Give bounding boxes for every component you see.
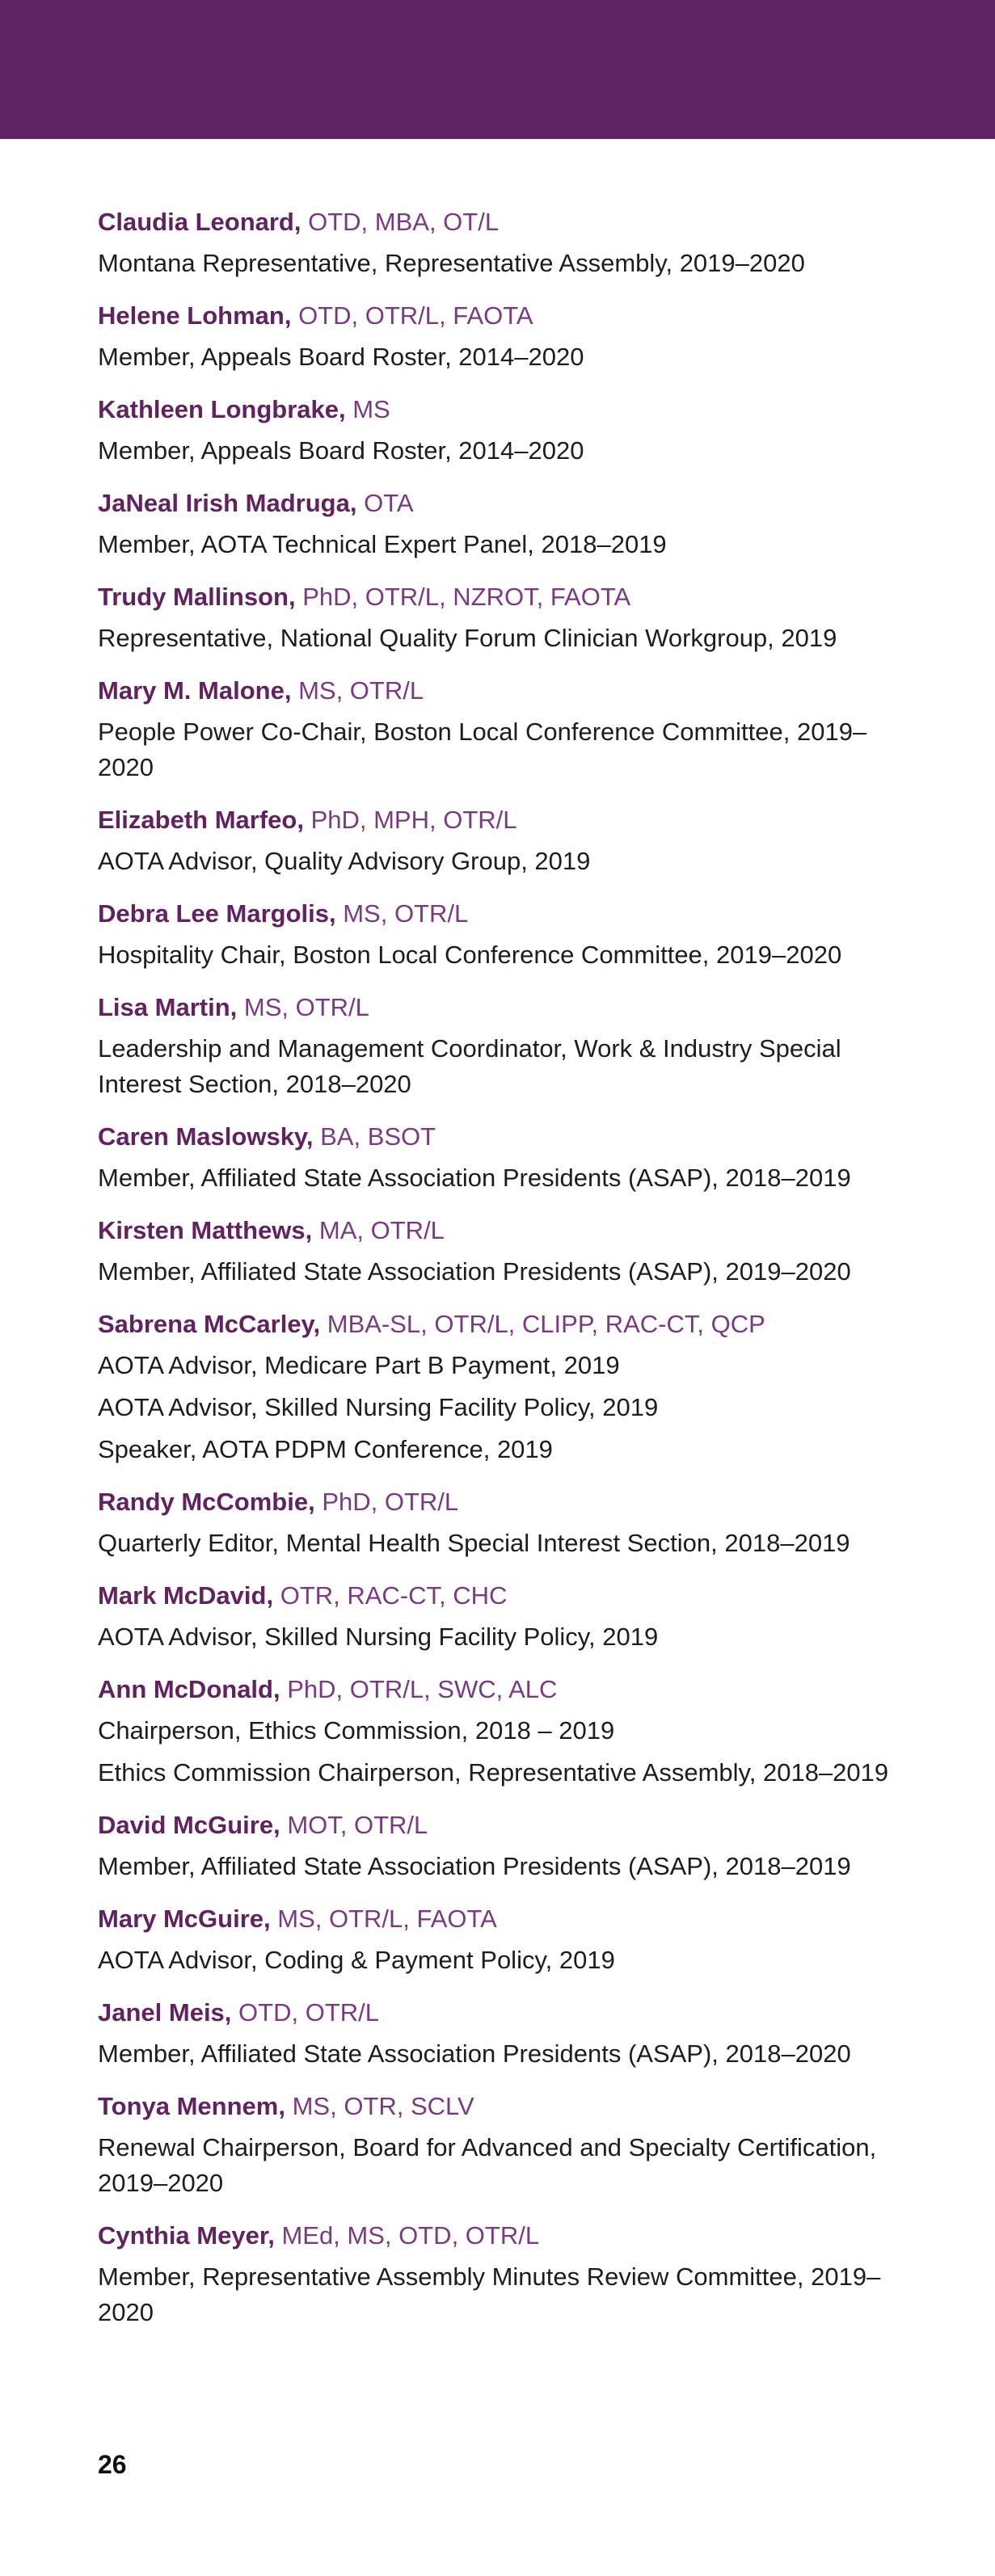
role-line: AOTA Advisor, Skilled Nursing Facility Policy, 2019: [98, 1393, 659, 1421]
entry-name-line: [98, 391, 906, 428]
person-name: Cynthia Meyer,: [98, 2221, 275, 2250]
person-credentials: PhD, OTR/L, SWC, ALC: [287, 1675, 558, 1703]
person-name: Randy McCombie,: [98, 1488, 315, 1516]
role-line: Member, Affiliated State Association Presidents (ASAP), 2019–2020: [98, 1257, 851, 1286]
entry-name-line: [98, 989, 906, 1026]
role-line: Member, Affiliated State Association Presidents (ASAP), 2018–2020: [98, 2039, 851, 2068]
entry-name-line: [98, 1671, 906, 1708]
person-credentials: MS, OTR/L, FAOTA: [277, 1905, 497, 1933]
roster-entry: [98, 989, 906, 1102]
person-name: Mary McGuire,: [98, 1905, 271, 1933]
person-credentials: MA, OTR/L: [318, 1216, 445, 1244]
role-line: Member, Appeals Board Roster, 2014–2020: [98, 343, 584, 371]
person-credentials: PhD, MPH, OTR/L: [310, 806, 517, 834]
role-line: Member, Affiliated State Association Presidents (ASAP), 2018–2019: [98, 1852, 851, 1880]
role-line: People Power Co-Chair, Boston Local Conference Committee, 2019–2020: [98, 718, 867, 781]
roster-entry: [98, 1118, 906, 1196]
roster-entry: [98, 1671, 906, 1791]
entry-name-line: [98, 1484, 906, 1521]
role-line: Member, Affiliated State Association Presidents (ASAP), 2018–2019: [98, 1164, 851, 1192]
role-line: Hospitality Chair, Boston Local Conference Committee, 2019–2020: [98, 941, 842, 969]
roster-entry: [98, 2088, 906, 2201]
entry-name-line: [98, 297, 906, 335]
person-credentials: OTR, RAC-CT, CHC: [280, 1581, 508, 1610]
roster-entry: [98, 1306, 906, 1467]
role-line: Montana Representative, Representative Assembly, 2019–2020: [98, 249, 805, 277]
entry-name-line: [98, 579, 906, 616]
role-line: AOTA Advisor, Medicare Part B Payment, 2019: [98, 1351, 620, 1379]
entry-name-line: [98, 895, 906, 932]
roster-entry: [98, 579, 906, 656]
roster-entry: [98, 802, 906, 879]
entry-name-line: [98, 2217, 906, 2254]
roster-entry: [98, 297, 906, 375]
roster-list: [98, 204, 906, 2347]
person-name: Helene Lohman,: [98, 301, 292, 330]
role-line: AOTA Advisor, Skilled Nursing Facility Policy, 2019: [98, 1623, 659, 1651]
role-line: Speaker, AOTA PDPM Conference, 2019: [98, 1435, 553, 1463]
person-name: Debra Lee Margolis,: [98, 899, 336, 928]
role-line: Chairperson, Ethics Commission, 2018 – 2019: [98, 1716, 615, 1745]
person-credentials: MEd, MS, OTD, OTR/L: [281, 2221, 540, 2250]
entry-name-line: [98, 2088, 906, 2125]
roster-entry: [98, 204, 906, 281]
person-credentials: OTD, MBA, OT/L: [308, 208, 500, 236]
roster-entry: [98, 1484, 906, 1561]
person-credentials: MOT, OTR/L: [287, 1811, 428, 1839]
entry-name-line: [98, 1118, 906, 1155]
person-credentials: OTD, OTR/L, FAOTA: [298, 301, 533, 330]
person-name: Janel Meis,: [98, 1998, 232, 2027]
person-name: Kathleen Longbrake,: [98, 395, 346, 423]
person-credentials: PhD, OTR/L: [322, 1488, 459, 1516]
person-name: Sabrena McCarley,: [98, 1310, 321, 1338]
role-line: Member, Representative Assembly Minutes Review Committee, 2019–2020: [98, 2262, 881, 2326]
roster-entry: [98, 485, 906, 562]
entry-name-line: [98, 1807, 906, 1844]
page-number: 26: [98, 2450, 127, 2479]
person-name: Mark McDavid,: [98, 1581, 274, 1610]
roster-entry: [98, 1994, 906, 2072]
person-credentials: MS: [352, 395, 390, 423]
entry-name-line: [98, 1212, 906, 1249]
role-line: Representative, National Quality Forum Clinician Workgroup, 2019: [98, 624, 837, 652]
person-name: Ann McDonald,: [98, 1675, 280, 1703]
entry-name-line: [98, 204, 906, 241]
person-credentials: MS, OTR/L: [343, 899, 469, 928]
role-line: Member, Appeals Board Roster, 2014–2020: [98, 436, 584, 465]
entry-name-line: [98, 802, 906, 839]
person-name: Elizabeth Marfeo,: [98, 806, 304, 834]
role-line: Ethics Commission Chairperson, Representative Assembly, 2018–2019: [98, 1758, 889, 1787]
roster-entry: [98, 1900, 906, 1978]
person-name: Mary M. Malone,: [98, 676, 292, 705]
role-line: Leadership and Management Coordinator, Work & Industry Special Interest Section, 2018–2020: [98, 1034, 841, 1098]
entry-name-line: [98, 1994, 906, 2031]
entry-name-line: [98, 1306, 906, 1343]
person-credentials: MS, OTR, SCLV: [292, 2092, 474, 2120]
entry-name-line: [98, 1900, 906, 1938]
person-credentials: BA, BSOT: [320, 1122, 436, 1151]
person-name: Claudia Leonard,: [98, 208, 301, 236]
role-line: Renewal Chairperson, Board for Advanced and Specialty Certification, 2019–2020: [98, 2133, 877, 2197]
roster-entry: [98, 1212, 906, 1290]
person-name: Kirsten Matthews,: [98, 1216, 313, 1244]
role-line: Quarterly Editor, Mental Health Special Interest Section, 2018–2019: [98, 1529, 850, 1557]
person-credentials: MS, OTR/L: [298, 676, 424, 705]
person-credentials: OTA: [364, 489, 414, 517]
person-name: JaNeal Irish Madruga,: [98, 489, 357, 517]
person-name: Lisa Martin,: [98, 993, 238, 1021]
person-credentials: MS, OTR/L: [243, 993, 369, 1021]
entry-name-line: [98, 1577, 906, 1614]
roster-entry: [98, 672, 906, 785]
roster-entry: [98, 2217, 906, 2330]
role-line: Member, AOTA Technical Expert Panel, 2018–2019: [98, 530, 667, 558]
person-name: Caren Maslowsky,: [98, 1122, 314, 1151]
entry-name-line: [98, 672, 906, 709]
roster-entry: [98, 1577, 906, 1655]
person-name: Tonya Mennem,: [98, 2092, 285, 2120]
role-line: AOTA Advisor, Quality Advisory Group, 2019: [98, 847, 591, 875]
role-line: AOTA Advisor, Coding & Payment Policy, 2019: [98, 1946, 615, 1974]
person-credentials: PhD, OTR/L, NZROT, FAOTA: [302, 583, 631, 611]
person-name: David McGuire,: [98, 1811, 280, 1839]
header-band: [0, 0, 995, 139]
person-credentials: MBA-SL, OTR/L, CLIPP, RAC-CT, QCP: [327, 1310, 765, 1338]
person-credentials: OTD, OTR/L: [238, 1998, 379, 2027]
roster-entry: [98, 895, 906, 973]
entry-name-line: [98, 485, 906, 522]
roster-entry: [98, 391, 906, 469]
roster-entry: [98, 1807, 906, 1884]
person-name: Trudy Mallinson,: [98, 583, 296, 611]
